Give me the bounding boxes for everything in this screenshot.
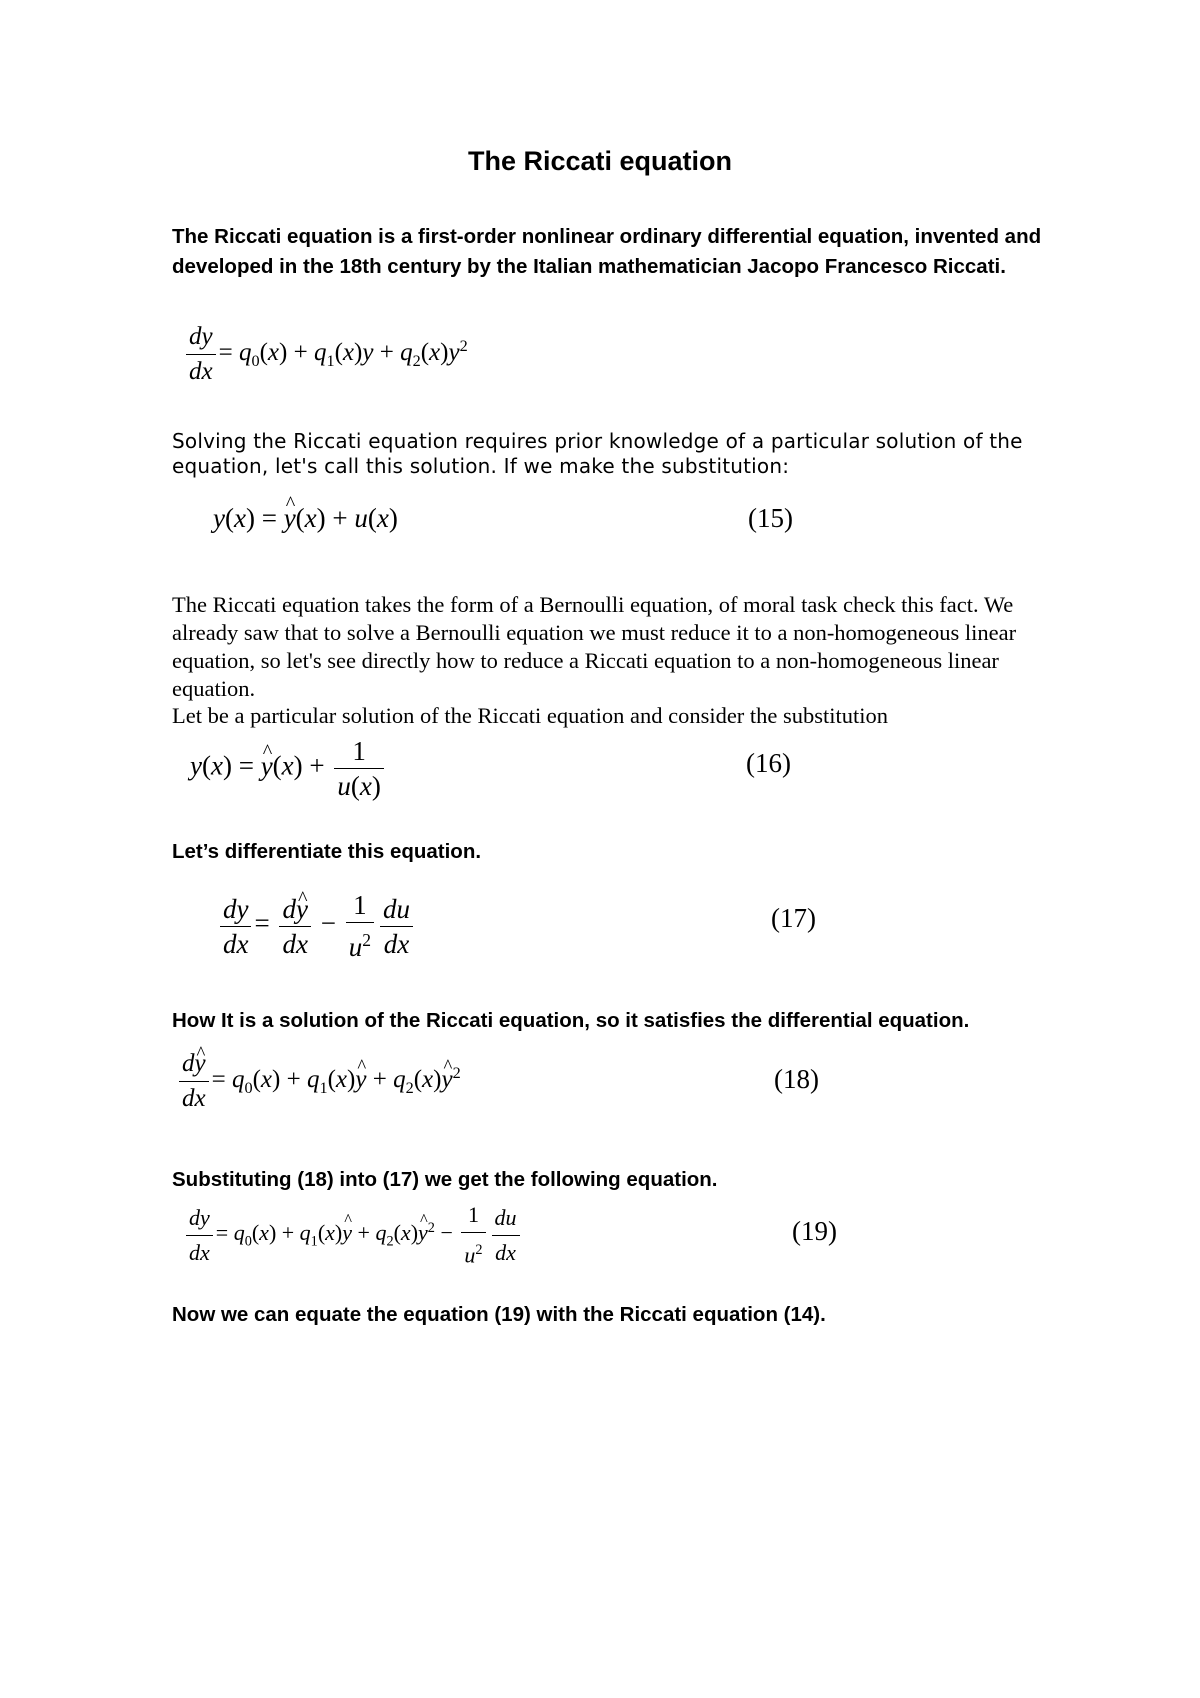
differentiate-paragraph: Let’s differentiate this equation. (172, 840, 482, 863)
substituting-paragraph: Substituting (18) into (17) we get the following equation. (172, 1168, 718, 1191)
bernoulli-paragraph: The Riccati equation takes the form of a Bernoulli equation, of moral task check this fact. We already saw that to solve a Bernoulli equation we must reduce it to a non-homogeneous linear equation, so let's see directly how to reduce a Riccati equation to a non-homogeneous linear equation. (172, 592, 1017, 701)
page-title: The Riccati equation (467, 146, 733, 176)
let-paragraph: Let be a particular solution of the Riccati equation and consider the substitution (172, 703, 889, 728)
equation-17: $\frac{dy}{dx}$ = $\frac{dy \^{}}{dx}$ − $\frac{1}{u^2}$ $\frac{du}{dx}$ (217, 890, 416, 962)
equation-number-19: (19) (792, 1216, 837, 1246)
how-paragraph: How It is a solution of the Riccati equation, so it satisfies the differential equation. (172, 1009, 970, 1032)
intro-paragraph: The Riccati equation is a first-order nonlinear ordinary differential equation, invented and developed in the 18th century by the Italian mathematician Jacopo Francesco Riccati. (172, 225, 1042, 278)
equation-16: y(x) = y ^(x) + $\frac{1}{u(x)}$ (190, 736, 387, 801)
equation-18: $\frac{dy \^{}}{dx}$ = $q_0(x) + q_1(x)y$ ^ + $q_2(x)y$ ^$^2$ (176, 1049, 461, 1114)
riccati-equation: $\frac{dy}{dx}$ = $q_0(x) + q_1(x)y + q_2(x)y^2$ (183, 322, 468, 387)
equation-number-16: (16) (746, 748, 791, 778)
equation-number-17: (17) (771, 903, 816, 933)
now-paragraph: Now we can equate the equation (19) with the Riccati equation (14). (172, 1303, 826, 1326)
solving-paragraph: Solving the Riccati equation requires prior knowledge of a particular solution of the equation, let's call this solution. If we make the substitution: (172, 429, 1023, 478)
equation-15: y(x) = y ^(x) + u(x) (213, 503, 398, 534)
equation-number-15: (15) (748, 503, 793, 533)
equation-19: $\frac{dy}{dx}$ = $q_0(x) + q_1(x)y$ ^ + $q_2(x)y$ ^$^2$ − $\frac{1}{u^2}$ $\frac{du}{dx}$ (183, 1200, 523, 1270)
equation-number-18: (18) (774, 1064, 819, 1094)
